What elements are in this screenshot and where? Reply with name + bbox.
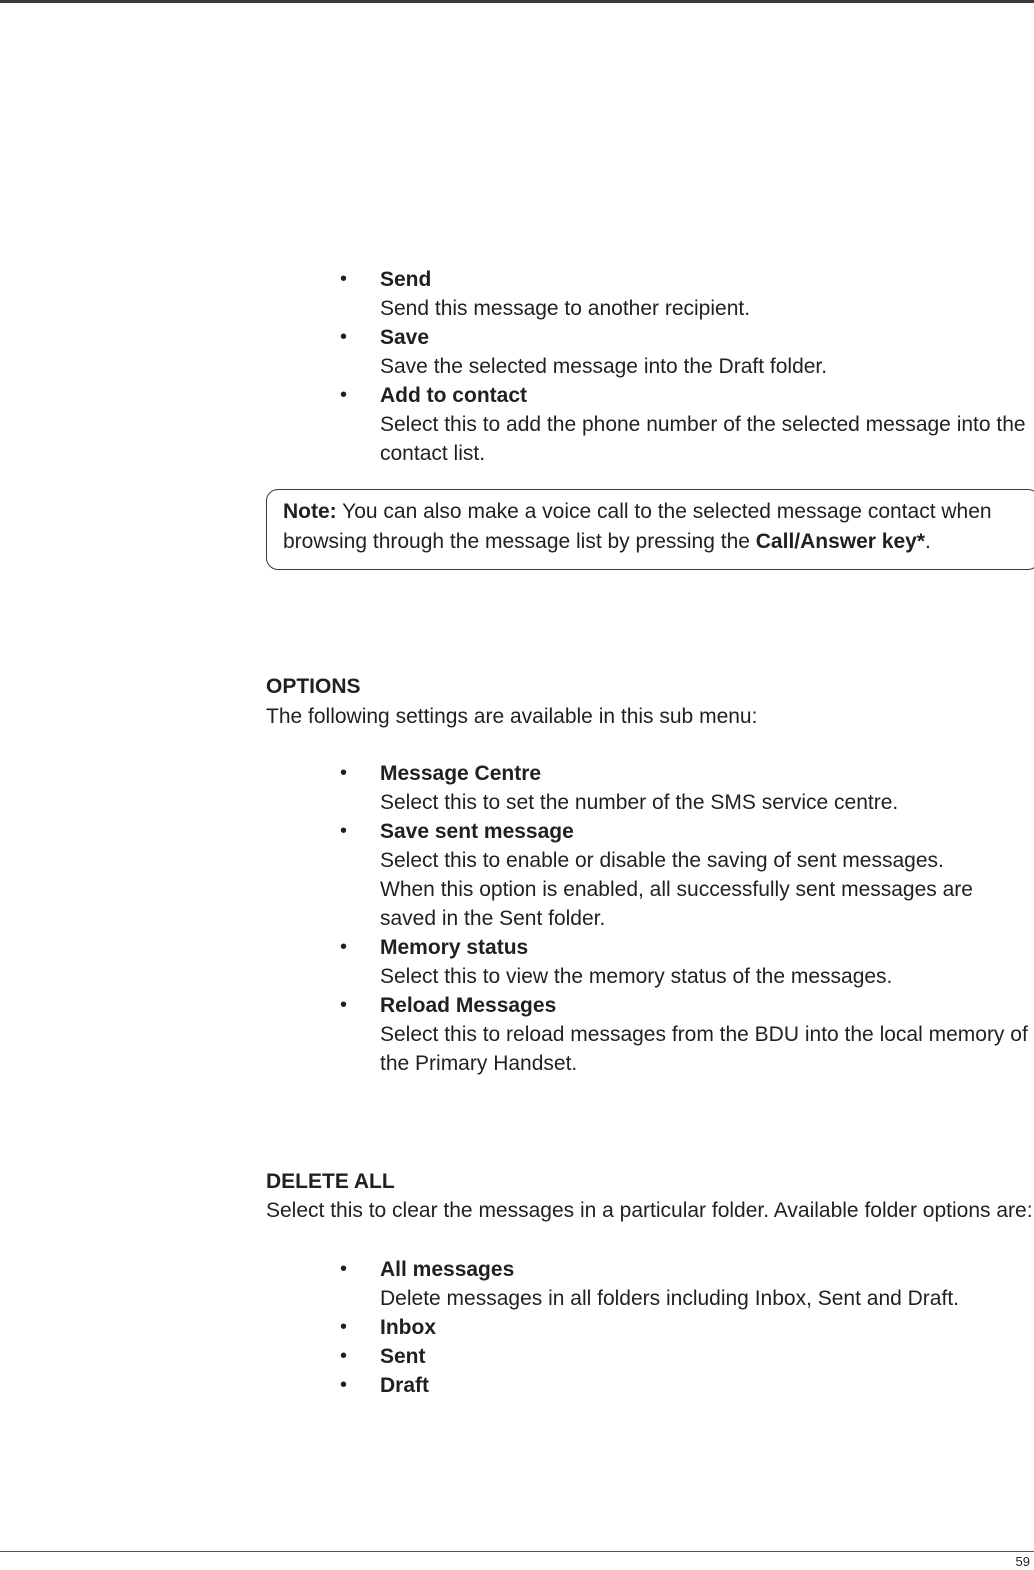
note-text-end: .: [925, 530, 931, 553]
item-title: Save: [380, 326, 430, 349]
note-label: Note:: [283, 500, 337, 523]
bottom-rule: [0, 1551, 1034, 1552]
item-title: Save sent message: [380, 820, 574, 843]
item-title: Send: [380, 268, 432, 291]
bullet-icon: •: [340, 1258, 348, 1280]
list-item-message-centre: [340, 759, 1034, 817]
item-description: Select this to set the number of the SMS service centre.: [380, 791, 899, 814]
message-options-list: [340, 265, 1034, 468]
delete-all-intro: Select this to clear the messages in a particular folder. Available folder options are:: [266, 1199, 1033, 1222]
item-title: Add to contact: [380, 384, 527, 407]
item-description-extra: When this option is enabled, all successfully sent messages are saved in the Sent folder.: [380, 878, 973, 930]
item-description: Select this to add the phone number of the selected message into the contact list.: [380, 413, 1026, 465]
bullet-icon: •: [340, 936, 348, 958]
list-item-add-to-contact: [340, 381, 1034, 468]
delete-all-list: [340, 1255, 1034, 1400]
note-text: You can also make a voice call to the selected message contact when browsing through the message list by pressing the: [283, 500, 992, 553]
item-description: Select this to enable or disable the saving of sent messages.: [380, 849, 944, 872]
item-description: Select this to reload messages from the BDU into the local memory of the Primary Handset.: [380, 1023, 1028, 1075]
bullet-icon: •: [340, 820, 348, 842]
item-title: Reload Messages: [380, 994, 557, 1017]
item-description: Send this message to another recipient.: [380, 297, 751, 320]
bullet-icon: •: [340, 1374, 348, 1396]
note-box: [266, 489, 1034, 570]
delete-all-heading: DELETE ALL: [266, 1170, 395, 1193]
page-number: 59: [1015, 1554, 1030, 1569]
item-description: Select this to view the memory status of the messages.: [380, 965, 893, 988]
bullet-icon: •: [340, 326, 348, 348]
list-item-sent: [340, 1342, 1034, 1371]
list-item-draft: [340, 1371, 1034, 1400]
bullet-icon: •: [340, 1316, 348, 1338]
options-heading: OPTIONS: [266, 675, 361, 698]
bullet-icon: •: [340, 762, 348, 784]
options-list: [340, 759, 1034, 1078]
bullet-icon: •: [340, 994, 348, 1016]
item-description: Save the selected message into the Draft folder.: [380, 355, 828, 378]
item-title: Inbox: [380, 1316, 436, 1339]
list-item-all-messages: [340, 1255, 1034, 1313]
bullet-icon: •: [340, 268, 348, 290]
options-intro: The following settings are available in this sub menu:: [266, 705, 758, 728]
top-rule: [0, 0, 1034, 3]
item-description: Delete messages in all folders including Inbox, Sent and Draft.: [380, 1287, 959, 1310]
list-item-memory-status: [340, 933, 1034, 991]
call-answer-key-name: Call/Answer key*: [755, 530, 926, 553]
list-item-inbox: [340, 1313, 1034, 1342]
bullet-icon: •: [340, 384, 348, 406]
bullet-icon: •: [340, 1345, 348, 1367]
list-item-save: [340, 323, 1034, 381]
item-title: Memory status: [380, 936, 529, 959]
list-item-save-sent-message: [340, 817, 1034, 933]
item-title: Message Centre: [380, 762, 542, 785]
list-item-send: [340, 265, 1034, 323]
item-title: All messages: [380, 1258, 515, 1281]
list-item-reload-messages: [340, 991, 1034, 1078]
item-title: Sent: [380, 1345, 426, 1368]
item-title: Draft: [380, 1374, 430, 1397]
